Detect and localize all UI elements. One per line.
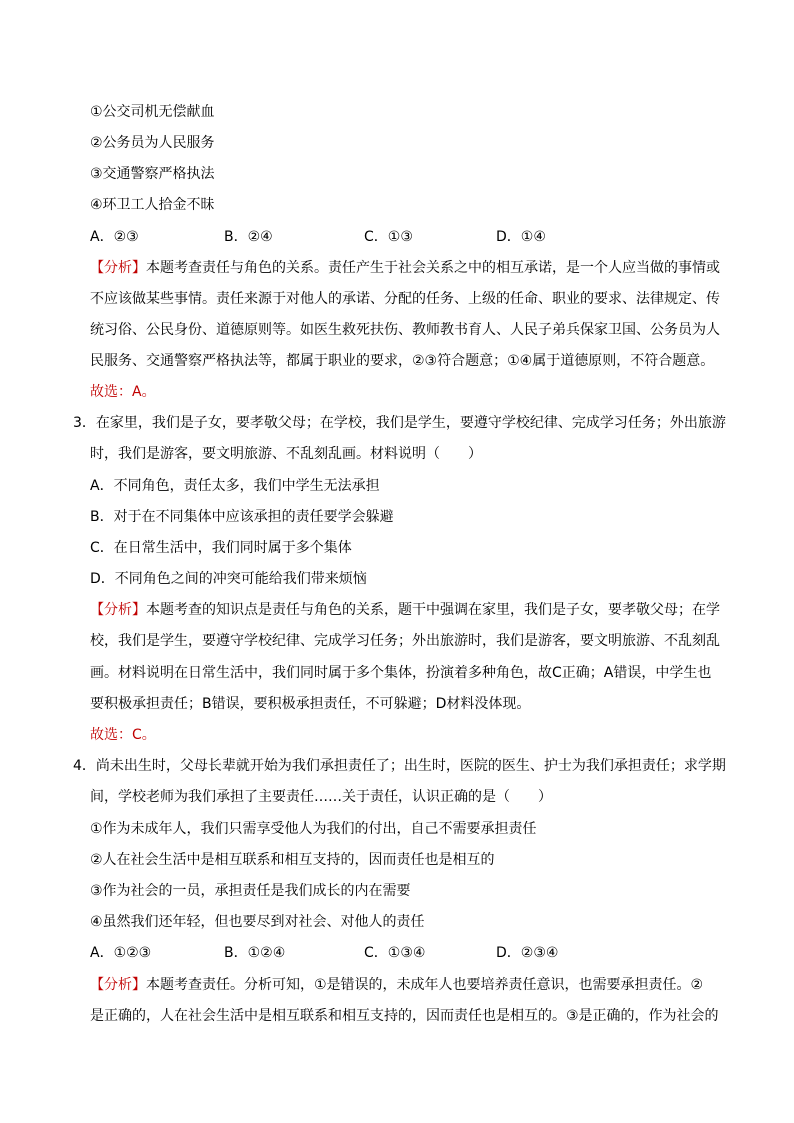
q2-option-d: D．①④ (496, 229, 546, 245)
q3-analysis-line-4: 要积极承担责任；B错误，要积极承担责任，不可躲避；D材料没体现。 (90, 696, 531, 712)
q3-option-b: B．对于在不同集体中应该承担的责任要学会躲避 (90, 509, 394, 525)
q4-item-2: ②人在社会生活中是相互联系和相互支持的，因而责任也是相互的 (90, 852, 495, 868)
q2-item-4: ④环卫工人拾金不昧 (90, 197, 215, 213)
q2-analysis-line-3: 统习俗、公民身份、道德原则等。如医生救死扶伤、教师教书育人、人民子弟兵保家卫国、公务员为人 (90, 322, 720, 338)
q3-answer: 故选：C。 (90, 727, 156, 743)
analysis-text: 本题考查责任。分析可知，①是错误的，未成年人也要培养责任意识，也需要承担责任。② (146, 977, 704, 993)
q3-option-d: D．不同角色之间的冲突可能给我们带来烦恼 (90, 571, 367, 587)
q2-answer: 故选：A。 (90, 384, 156, 400)
q2-analysis-line-4: 民服务、交通警察严格执法等，都属于职业的要求，②③符合题意；①④属于道德原则，不符合题意。 (90, 353, 715, 369)
q3-stem-line-1: 3．在家里，我们是子女，要孝敬父母；在学校，我们是学生，要遵守学校纪律、完成学习任务；外出旅游 (73, 415, 726, 431)
q4-analysis-line-2: 是正确的，人在社会生活中是相互联系和相互支持的，因而责任也是相互的。③是正确的，作为社会的 (90, 1008, 719, 1024)
q4-options (90, 943, 690, 963)
analysis-text: 本题考查的知识点是责任与角色的关系，题干中强调在家里，我们是子女，要孝敬父母；在学 (146, 602, 720, 618)
q4-item-1: ①作为未成年人，我们只需享受他人为我们的付出，自己不需要承担责任 (90, 821, 537, 837)
q2-option-c: C．①③ (364, 229, 413, 245)
analysis-tag: 【分析】 (90, 260, 146, 276)
q2-analysis-line-1 (90, 258, 720, 278)
q2-item-2: ②公务员为人民服务 (90, 135, 215, 151)
q2-option-a: A．②③ (90, 229, 139, 245)
q4-stem-line-2: 间，学校老师为我们承担了主要责任……关于责任，认识正确的是（ ） (90, 789, 552, 805)
q4-option-b: B．①②④ (224, 945, 286, 961)
q2-item-1: ①公交司机无偿献血 (90, 104, 215, 120)
q4-item-4: ④虽然我们还年轻，但也要尽到对社会、对他人的责任 (90, 914, 425, 930)
q2-item-3: ③交通警察严格执法 (90, 166, 215, 182)
q3-analysis-line-1 (90, 600, 720, 620)
q4-option-c: C．①③④ (364, 945, 426, 961)
q3-option-a: A．不同角色，责任太多，我们中学生无法承担 (90, 478, 380, 494)
q2-option-b: B．②④ (224, 229, 273, 245)
q2-analysis-line-2: 不应该做某些事情。责任来源于对他人的承诺、分配的任务、上级的任命、职业的要求、法律规定、传 (90, 291, 720, 307)
q4-option-d: D．②③④ (496, 945, 559, 961)
q4-item-3: ③作为社会的一员，承担责任是我们成长的内在需要 (90, 883, 411, 899)
q4-analysis-line-1 (90, 975, 703, 995)
q4-option-a: A．①②③ (90, 945, 152, 961)
q3-analysis-line-2: 校，我们是学生，要遵守学校纪律、完成学习任务；外出旅游时，我们是游客，要文明旅游、不乱刻乱 (90, 633, 720, 649)
q4-stem-line-1: 4．尚未出生时，父母长辈就开始为我们承担责任了；出生时，医院的医生、护士为我们承担责任；求学期 (73, 758, 726, 774)
q2-options (90, 227, 690, 247)
analysis-text: 本题考查责任与角色的关系。责任产生于社会关系之中的相互承诺，是一个人应当做的事情或 (146, 260, 720, 276)
q3-stem-line-2: 时，我们是游客，要文明旅游、不乱刻乱画。材料说明（ ） (90, 446, 482, 462)
analysis-tag: 【分析】 (90, 977, 146, 993)
q3-option-c: C．在日常生活中，我们同时属于多个集体 (90, 540, 352, 556)
q3-analysis-line-3: 画。材料说明在日常生活中，我们同时属于多个集体，扮演着多种角色，故C正确；A错误，中学生也 (90, 665, 712, 681)
analysis-tag: 【分析】 (90, 602, 146, 618)
